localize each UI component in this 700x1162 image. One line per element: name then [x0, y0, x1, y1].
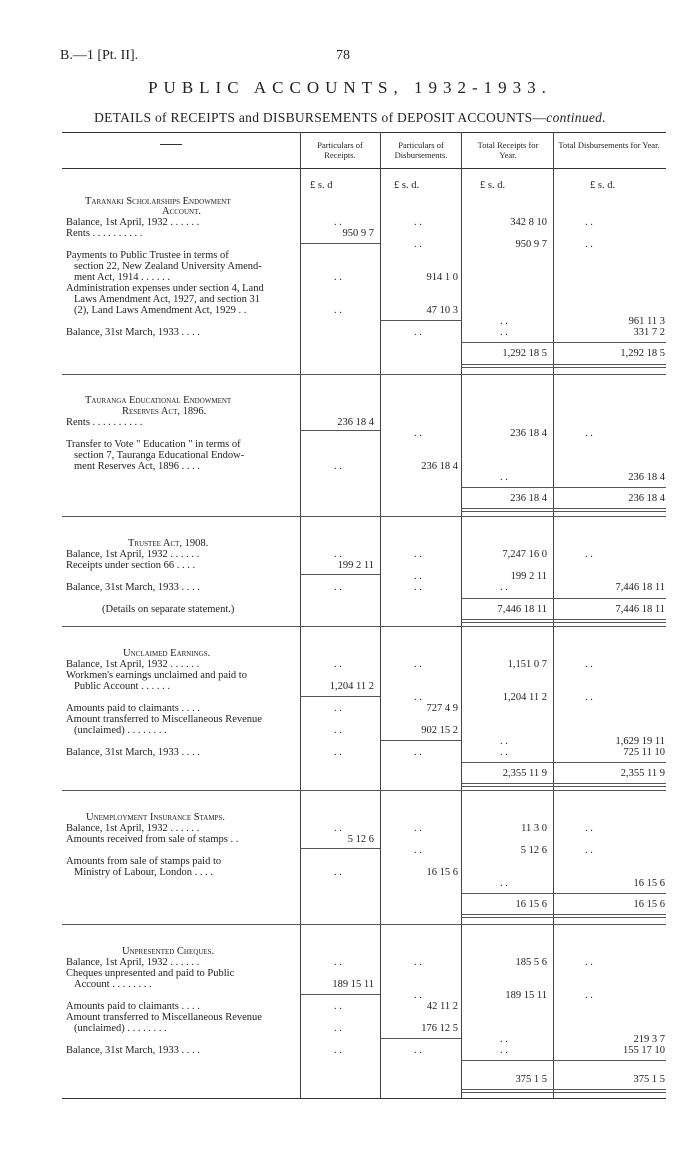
line-text: Payments to Public Trustee in terms of	[66, 250, 229, 261]
dot-leader: . .	[414, 845, 422, 856]
amount: 236 18 4	[421, 461, 458, 472]
dot-leader: . .	[334, 1023, 342, 1034]
dot-leader: . .	[500, 747, 508, 758]
dot-leader: . .	[414, 217, 422, 228]
amount: 950 9 7	[515, 239, 547, 250]
section-title: Tauranga Educational Endowment	[85, 395, 232, 406]
amount: 902 15 2	[421, 725, 458, 736]
amount: 189 15 11	[332, 979, 374, 990]
line-text: Rents . . . . . . . . . .	[66, 228, 143, 239]
amount: 11 3 0	[521, 823, 547, 834]
total-amount: 236 18 4	[510, 493, 547, 504]
page-title: PUBLIC ACCOUNTS, 1932-1933.	[148, 78, 552, 97]
dot-leader: . .	[585, 990, 593, 1001]
total-rule	[461, 1089, 666, 1093]
dot-leader: . .	[414, 428, 422, 439]
amount: 1,204 11 2	[502, 692, 547, 703]
dot-leader: . .	[334, 747, 342, 758]
dot-leader: . .	[414, 239, 422, 250]
sum-rule	[461, 342, 666, 343]
amount: 189 15 11	[505, 990, 547, 1001]
section-title: Reserves Act, 1896.	[122, 406, 207, 417]
amount: 5 12 6	[347, 834, 374, 845]
amount: 236 18 4	[337, 417, 374, 428]
dot-leader: . .	[585, 428, 593, 439]
sum-rule	[380, 320, 461, 321]
dot-leader: . .	[414, 692, 422, 703]
section-divider	[62, 790, 666, 791]
sum-rule	[461, 487, 666, 488]
dot-leader: . .	[334, 823, 342, 834]
column-divider-4	[553, 132, 554, 1098]
sum-rule	[300, 848, 380, 849]
dot-leader: . .	[334, 305, 342, 316]
sum-rule	[461, 1060, 666, 1061]
total-rule	[461, 508, 666, 512]
amount: 725 11 10	[623, 747, 665, 758]
line-text: Account . . . . . . . .	[74, 979, 152, 990]
sum-rule	[300, 696, 380, 697]
dot-leader: . .	[414, 1045, 422, 1056]
amount: 950 9 7	[342, 228, 374, 239]
dot-leader: . .	[500, 472, 508, 483]
sum-rule	[300, 430, 380, 431]
line-text: Amount transferred to Miscellaneous Revenue	[66, 714, 262, 725]
column-divider-2	[380, 132, 381, 1098]
dot-leader: . .	[585, 845, 593, 856]
line-text: Balance, 31st March, 1933 . . . .	[66, 1045, 200, 1056]
amount: 5 12 6	[520, 845, 547, 856]
dot-leader: . .	[334, 461, 342, 472]
line-text: section 22, New Zealand University Amend-	[74, 261, 262, 272]
amount: 1,204 11 2	[329, 681, 374, 692]
total-amount: 7,446 18 11	[615, 604, 665, 615]
amount: 199 2 11	[337, 560, 374, 571]
document-reference: B.—1 [Pt. II].	[60, 48, 139, 63]
section-title: Trustee Act, 1908.	[128, 538, 209, 549]
line-text: Amounts from sale of stamps paid to	[66, 856, 222, 867]
amount: 155 17 10	[623, 1045, 665, 1056]
line-text: (unclaimed) . . . . . . . .	[74, 725, 167, 736]
column-divider-3	[461, 132, 462, 1098]
amount: 1,151 0 7	[507, 659, 547, 670]
line-text: (2), Land Laws Amendment Act, 1929 . .	[74, 305, 247, 316]
total-amount: 16 15 6	[515, 899, 547, 910]
line-text: Cheques unpresented and paid to Public	[66, 968, 235, 979]
dot-leader: . .	[414, 327, 422, 338]
total-amount: 375 1 5	[633, 1074, 665, 1085]
dot-leader: . .	[414, 957, 422, 968]
amount: 219 3 7	[633, 1034, 665, 1045]
dot-leader: . .	[334, 1001, 342, 1012]
amount: 236 18 4	[510, 428, 547, 439]
column-header-receipts: Particulars of Receipts.	[317, 140, 363, 160]
amount: 236 18 4	[628, 472, 665, 483]
line-text: Workmen's earnings unclaimed and paid to	[66, 670, 247, 681]
section-title: Unemployment Insurance Stamps.	[86, 812, 225, 823]
dot-leader: . .	[334, 957, 342, 968]
amount: 185 5 6	[515, 957, 547, 968]
column-header-total-receipts: Total Receipts for Year.	[477, 140, 539, 160]
dot-leader: . .	[500, 878, 508, 889]
particulars-dash	[160, 144, 182, 145]
amount: 914 1 0	[426, 272, 458, 283]
section-divider	[62, 626, 666, 627]
line-text: Balance, 31st March, 1933 . . . .	[66, 747, 200, 758]
section-divider	[62, 924, 666, 925]
currency-header: £ s. d.	[590, 180, 616, 191]
section-title: Unclaimed Earnings.	[123, 648, 211, 659]
line-text: Balance, 1st April, 1932 . . . . . .	[66, 217, 200, 228]
dot-leader: . .	[414, 823, 422, 834]
amount: 42 11 2	[426, 1001, 458, 1012]
line-text: (Details on separate statement.)	[102, 604, 235, 615]
line-text: Balance, 1st April, 1932 . . . . . .	[66, 549, 200, 560]
total-amount: 1,292 18 5	[620, 348, 665, 359]
amount: 7,247 16 0	[502, 549, 547, 560]
line-text: Laws Amendment Act, 1927, and section 31	[74, 294, 261, 305]
sum-rule	[300, 574, 380, 575]
total-rule	[461, 914, 666, 918]
dot-leader: . .	[334, 659, 342, 670]
total-amount: 1,292 18 5	[502, 348, 547, 359]
total-amount: 2,355 11 9	[502, 768, 547, 779]
amount: 16 15 6	[426, 867, 458, 878]
line-text: Administration expenses under section 4, Land	[66, 283, 264, 294]
line-text: Receipts under section 66 . . . .	[66, 560, 196, 571]
dot-leader: . .	[500, 1034, 508, 1045]
line-text: ment Reserves Act, 1896 . . . .	[74, 461, 200, 472]
dot-leader: . .	[334, 867, 342, 878]
table-top-rule	[62, 132, 666, 133]
currency-header: £ s. d.	[394, 180, 420, 191]
sum-rule	[380, 1038, 461, 1039]
amount: 331 7 2	[633, 327, 665, 338]
dot-leader: . .	[414, 582, 422, 593]
dot-leader: . .	[500, 327, 508, 338]
total-amount: 7,446 18 11	[497, 604, 547, 615]
line-text: Amounts paid to claimants . . . .	[66, 1001, 200, 1012]
dot-leader: . .	[585, 239, 593, 250]
table-bottom-rule	[62, 1098, 666, 1099]
line-text: Balance, 1st April, 1932 . . . . . .	[66, 957, 200, 968]
section-title: Account.	[162, 206, 201, 217]
dot-leader: . .	[334, 582, 342, 593]
line-text: ment Act, 1914 . . . . . .	[74, 272, 170, 283]
line-text: section 7, Tauranga Educational Endow-	[74, 450, 245, 461]
line-text: Amounts received from sale of stamps . .	[66, 834, 239, 845]
line-text: Transfer to Vote " Education " in terms of	[66, 439, 241, 450]
dot-leader: . .	[585, 217, 593, 228]
sum-rule	[461, 893, 666, 894]
line-text: Amount transferred to Miscellaneous Revenue	[66, 1012, 262, 1023]
dot-leader: . .	[500, 582, 508, 593]
sum-rule	[380, 740, 461, 741]
currency-header: £ s. d.	[480, 180, 506, 191]
total-rule	[461, 619, 666, 623]
dot-leader: . .	[414, 659, 422, 670]
sum-rule	[461, 762, 666, 763]
amount: 727 4 9	[426, 703, 458, 714]
amount: 176 12 5	[421, 1023, 458, 1034]
page-number: 78	[336, 48, 350, 63]
section-title: Unpresented Cheques.	[122, 946, 215, 957]
dot-leader: . .	[500, 316, 508, 327]
amount: 7,446 18 11	[615, 582, 665, 593]
section-divider	[62, 374, 666, 375]
total-amount: 2,355 11 9	[620, 768, 665, 779]
dot-leader: . .	[414, 990, 422, 1001]
currency-header: £ s. d	[310, 180, 333, 191]
dot-leader: . .	[585, 659, 593, 670]
line-text: (unclaimed) . . . . . . . .	[74, 1023, 167, 1034]
line-text: Balance, 31st March, 1933 . . . .	[66, 327, 200, 338]
amount: 199 2 11	[510, 571, 547, 582]
amount: 16 15 6	[633, 878, 665, 889]
amount: 961 11 3	[628, 316, 665, 327]
dot-leader: . .	[334, 703, 342, 714]
column-divider-1	[300, 132, 301, 1098]
total-amount: 16 15 6	[633, 899, 665, 910]
total-amount: 236 18 4	[628, 493, 665, 504]
sum-rule	[300, 994, 380, 995]
line-text: Ministry of Labour, London . . . .	[74, 867, 213, 878]
total-amount: 375 1 5	[515, 1074, 547, 1085]
sum-rule	[300, 243, 380, 244]
column-header-disbursements: Particulars of Disbursements.	[394, 140, 448, 160]
dot-leader: . .	[500, 736, 508, 747]
sum-rule	[461, 598, 666, 599]
line-text: Public Account . . . . . .	[74, 681, 170, 692]
dot-leader: . .	[585, 957, 593, 968]
dot-leader: . .	[334, 1045, 342, 1056]
page-subtitle: DETAILS of RECEIPTS and DISBURSEMENTS of DEPOSIT ACCOUNTS—continued.	[94, 110, 606, 125]
total-rule	[461, 783, 666, 787]
table-header-rule	[62, 168, 666, 169]
amount: 1,629 19 11	[615, 736, 665, 747]
line-text: Balance, 1st April, 1932 . . . . . .	[66, 659, 200, 670]
dot-leader: . .	[414, 747, 422, 758]
dot-leader: . .	[414, 549, 422, 560]
line-text: Balance, 31st March, 1933 . . . .	[66, 582, 200, 593]
line-text: Rents . . . . . . . . . .	[66, 417, 143, 428]
dot-leader: . .	[334, 272, 342, 283]
column-header-total-disbursements: Total Disbursements for Year.	[558, 140, 660, 150]
section-title: Taranaki Scholarships Endowment	[85, 196, 231, 207]
dot-leader: . .	[585, 549, 593, 560]
dot-leader: . .	[334, 217, 342, 228]
total-rule	[461, 364, 666, 368]
dot-leader: . .	[414, 571, 422, 582]
amount: 47 10 3	[426, 305, 458, 316]
dot-leader: . .	[585, 692, 593, 703]
dot-leader: . .	[585, 823, 593, 834]
dot-leader: . .	[334, 725, 342, 736]
line-text: Amounts paid to claimants . . . .	[66, 703, 200, 714]
dot-leader: . .	[500, 1045, 508, 1056]
section-divider	[62, 516, 666, 517]
line-text: Balance, 1st April, 1932 . . . . . .	[66, 823, 200, 834]
dot-leader: . .	[334, 549, 342, 560]
amount: 342 8 10	[510, 217, 547, 228]
